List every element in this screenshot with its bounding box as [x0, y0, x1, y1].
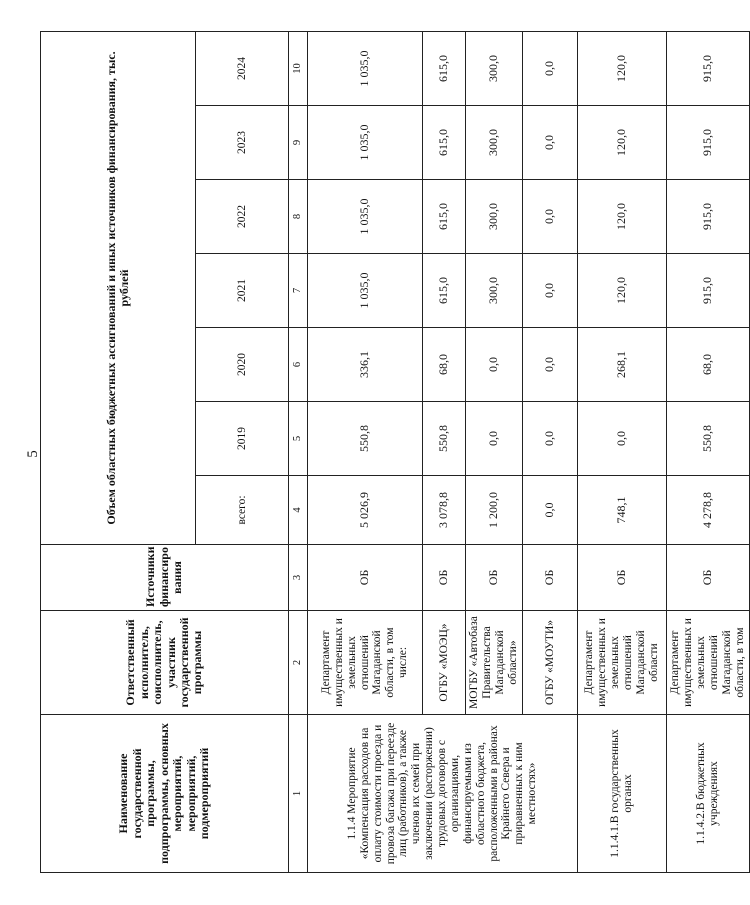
- value-cell: 0,0: [523, 180, 578, 254]
- header-year: 2020: [196, 328, 289, 402]
- value-cell: 0,0: [523, 328, 578, 402]
- value-cell: 550,8: [423, 402, 466, 476]
- total-cell: 5 026,9: [308, 476, 423, 545]
- total-cell: 748,1: [578, 476, 667, 545]
- header-year: 2021: [196, 254, 289, 328]
- value-cell: 615,0: [423, 180, 466, 254]
- value-cell: 0,0: [523, 106, 578, 180]
- value-cell: 120,0: [578, 254, 667, 328]
- value-cell: 300,0: [466, 180, 523, 254]
- executor-cell: Департамент имущественных и земельных отношений Магаданской области: [578, 611, 667, 715]
- value-cell: 915,0: [667, 180, 750, 254]
- value-cell: 1 035,0: [308, 106, 423, 180]
- rotated-page-area: [40, 32, 746, 873]
- header-source: Источники финансиро вания: [41, 545, 289, 611]
- value-cell: 120,0: [578, 31, 667, 105]
- value-cell: 300,0: [466, 254, 523, 328]
- header-total: всего:: [196, 476, 289, 545]
- column-number: 7: [289, 254, 308, 328]
- column-number: 1: [289, 715, 308, 873]
- source-cell: ОБ: [523, 545, 578, 611]
- value-cell: 0,0: [523, 402, 578, 476]
- header-year: 2024: [196, 31, 289, 105]
- header-name: Наименование государственной программы, подпрограммы, основных мероприятий, мероприятий, подмероприятий: [41, 715, 289, 873]
- column-number: 3: [289, 545, 308, 611]
- value-cell: 1 035,0: [308, 254, 423, 328]
- value-cell: 120,0: [578, 106, 667, 180]
- column-number: 6: [289, 328, 308, 402]
- column-number-row: [289, 31, 308, 872]
- source-cell: ОБ: [667, 545, 750, 611]
- value-cell: 300,0: [466, 106, 523, 180]
- column-number: 8: [289, 180, 308, 254]
- value-cell: 0,0: [523, 31, 578, 105]
- source-cell: ОБ: [466, 545, 523, 611]
- value-cell: 615,0: [423, 31, 466, 105]
- column-number: 5: [289, 402, 308, 476]
- total-cell: 3 078,8: [423, 476, 466, 545]
- column-number: 2: [289, 611, 308, 715]
- program-name-cell: 1.1.4.2.В бюджетных учреждениях: [667, 715, 750, 873]
- header-executor: Ответственный исполнитель, соисполнитель, участник государственной программы: [41, 611, 289, 715]
- executor-cell: Департамент имущественных и земельных отношений Магаданской области, в том числе:: [308, 611, 423, 715]
- value-cell: 915,0: [667, 106, 750, 180]
- source-cell: ОБ: [578, 545, 667, 611]
- table-row: [578, 31, 667, 872]
- value-cell: 0,0: [466, 328, 523, 402]
- value-cell: 615,0: [423, 254, 466, 328]
- value-cell: 915,0: [667, 31, 750, 105]
- total-cell: 0,0: [523, 476, 578, 545]
- value-cell: 0,0: [523, 254, 578, 328]
- value-cell: 268,1: [578, 328, 667, 402]
- executor-cell: ОГБУ «МОЭЦ»: [423, 611, 466, 715]
- header-row: [41, 31, 196, 872]
- value-cell: 1 035,0: [308, 31, 423, 105]
- value-cell: 1 035,0: [308, 180, 423, 254]
- value-cell: 0,0: [578, 402, 667, 476]
- column-number: 4: [289, 476, 308, 545]
- executor-cell: Департамент имущественных и земельных отношений Магаданской области, в том: [667, 611, 750, 715]
- table-row: [308, 31, 423, 872]
- financing-table: [40, 31, 750, 873]
- program-name-cell: 1.1.4.1.В государственных органах: [578, 715, 667, 873]
- value-cell: 336,1: [308, 328, 423, 402]
- value-cell: 550,8: [308, 402, 423, 476]
- rotated-table-container: [40, 32, 746, 873]
- header-year: 2022: [196, 180, 289, 254]
- column-number: 9: [289, 106, 308, 180]
- value-cell: 615,0: [423, 106, 466, 180]
- table-row: [667, 31, 750, 872]
- source-cell: ОБ: [308, 545, 423, 611]
- total-cell: 1 200,0: [466, 476, 523, 545]
- total-cell: 4 278,8: [667, 476, 750, 545]
- value-cell: 120,0: [578, 180, 667, 254]
- program-name-cell: 1.1.4 Мероприятие «Компенсация расходов на оплату стоимости проезда и провоза багажа при переезде лиц (работников), а также членов их семей при заключении (расторжении) трудовых договоров с организациями, финансируемыми из областного бюджета, расположенными в районах Крайнего Севера и приравненных к ним местностях»: [308, 715, 578, 873]
- source-cell: ОБ: [423, 545, 466, 611]
- value-cell: 550,8: [667, 402, 750, 476]
- executor-cell: ОГБУ «МОУТИ»: [523, 611, 578, 715]
- executor-cell: МОГБУ «Автобаза Правительства Магаданской области»: [466, 611, 523, 715]
- header-year: 2023: [196, 106, 289, 180]
- page-number: 5: [25, 450, 41, 458]
- header-volume: Объем областных бюджетных ассигнований и иных источников финансирования, тыс. рублей: [41, 31, 196, 544]
- value-cell: 0,0: [466, 402, 523, 476]
- value-cell: 68,0: [423, 328, 466, 402]
- column-number: 10: [289, 31, 308, 105]
- header-year: 2019: [196, 402, 289, 476]
- value-cell: 915,0: [667, 254, 750, 328]
- value-cell: 300,0: [466, 31, 523, 105]
- value-cell: 68,0: [667, 328, 750, 402]
